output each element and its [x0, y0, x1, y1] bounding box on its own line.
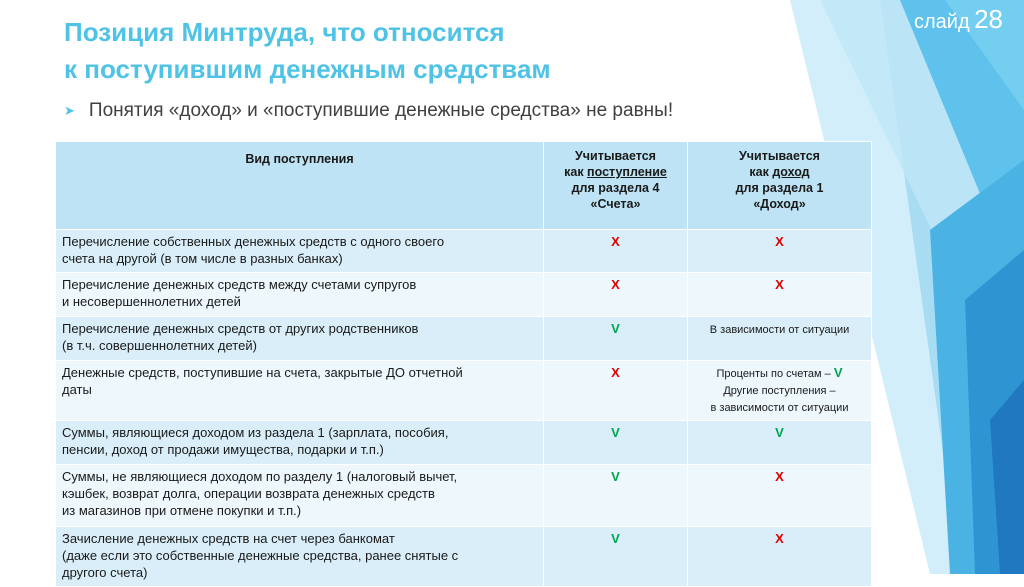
row-income-mark: X	[688, 465, 872, 527]
header-type: Вид поступления	[56, 142, 544, 230]
row-income-mark: V	[688, 421, 872, 465]
table-row	[56, 230, 872, 273]
row-account-mark: V	[544, 317, 688, 361]
header-income: Учитывается как доход для раздела 1 «Доход»	[688, 142, 872, 230]
bullet-point	[64, 100, 673, 122]
table-header-row	[56, 142, 872, 230]
header-account: Учитывается как поступление для раздела 4 «Счета»	[544, 142, 688, 230]
row-description: Перечисление денежных средств от других родственников (в т.ч. совершеннолетних детей)	[56, 317, 544, 361]
row-income-mark: В зависимости от ситуации	[688, 317, 872, 361]
slide-title-line-1: Позиция Минтруда, что относится	[64, 17, 505, 47]
slide-title	[64, 14, 784, 88]
arrow-bullet-icon: ➤	[64, 103, 75, 118]
slide-number-value: 28	[974, 4, 1004, 34]
row-account-mark: X	[544, 230, 688, 273]
row-account-mark: X	[544, 361, 688, 421]
table-row	[56, 465, 872, 527]
row-income-mark: Проценты по счетам – V Другие поступления – в зависимости от ситуации	[688, 361, 872, 421]
row-description: Перечисление собственных денежных средств с одного своего счета на другой (в том числе в разных банках)	[56, 230, 544, 273]
slide-title-line-2: к поступившим денежным средствам	[64, 54, 551, 84]
row-income-mark: X	[688, 527, 872, 587]
row-description: Зачисление денежных средств на счет через банкомат (даже если это собственные денежные средства, ранее снятые с другого счета)	[56, 527, 544, 587]
row-account-mark: V	[544, 465, 688, 527]
row-description: Суммы, являющиеся доходом из раздела 1 (зарплата, пособия, пенсии, доход от продажи имущества, подарки и т.п.)	[56, 421, 544, 465]
table-row	[56, 273, 872, 317]
table-row	[56, 361, 872, 421]
slide-number	[914, 4, 1003, 35]
row-description: Перечисление денежных средств между счетами супругов и несовершеннолетних детей	[56, 273, 544, 317]
row-description: Денежные средств, поступившие на счета, закрытые ДО отчетной даты	[56, 361, 544, 421]
row-income-mark: X	[688, 273, 872, 317]
table-row	[56, 317, 872, 361]
row-income-mark: X	[688, 230, 872, 273]
slide-number-label: слайд	[914, 11, 970, 33]
bullet-text: Понятия «доход» и «поступившие денежные средства» не равны!	[88, 100, 674, 121]
row-account-mark: V	[544, 527, 688, 587]
income-table	[55, 141, 872, 587]
row-account-mark: V	[544, 421, 688, 465]
row-description: Суммы, не являющиеся доходом по разделу 1 (налоговый вычет, кэшбек, возврат долга, операции возврата денежных средств из магазинов при отмене покупки и т.п.)	[56, 465, 544, 527]
row-account-mark: X	[544, 273, 688, 317]
table-row	[56, 527, 872, 587]
table-row	[56, 421, 872, 465]
